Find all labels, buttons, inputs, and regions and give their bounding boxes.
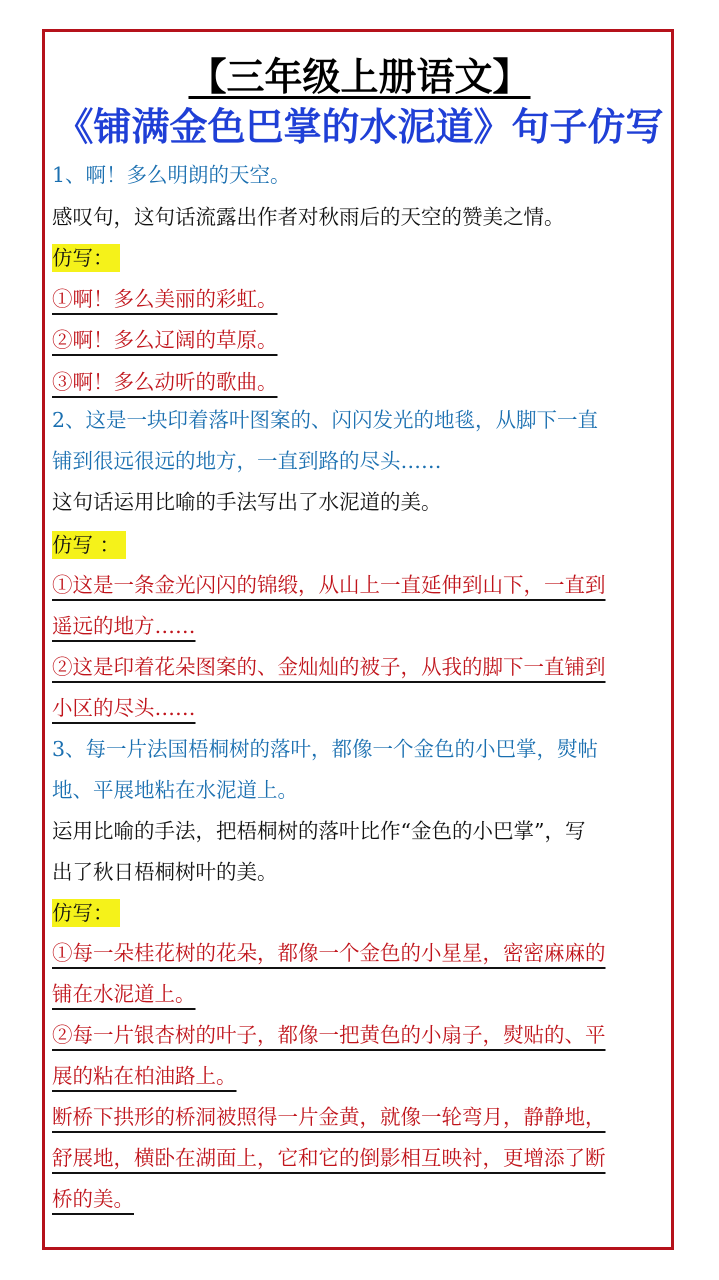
- section-1-example-3: ③啊！多么动听的歌曲。: [52, 370, 278, 394]
- section-1-explanation: 感叹句，这句话流露出作者对秋雨后的天空的赞美之情。: [52, 205, 565, 229]
- section-3-example-3-line-1: 断桥下拱形的桥洞被照得一片金黄，就像一轮弯月，静静地，: [52, 1105, 606, 1129]
- section-2-label: 仿写 ：: [52, 530, 126, 560]
- section-2-example-1-line-2: 遥远的地方……: [52, 614, 196, 638]
- section-3-example-3-line-2: 舒展地，横卧在湖面上，它和它的倒影相互映衬，更增添了断: [52, 1146, 606, 1170]
- section-3-example-3-line-3: 桥的美。: [52, 1187, 134, 1211]
- section-3-example-1-line-2: 铺在水泥道上。: [52, 982, 196, 1006]
- section-2-example-2-line-2: 小区的尽头……: [52, 696, 196, 720]
- section-1-sentence: 1、啊！多么明朗的天空。: [52, 163, 291, 187]
- section-2-explanation: 这句话运用比喻的手法写出了水泥道的美。: [52, 490, 442, 514]
- section-2-example-2-line-1: ②这是印着花朵图案的、金灿灿的被子，从我的脚下一直铺到: [52, 655, 606, 679]
- section-2-example-1-line-1: ①这是一条金光闪闪的锦缎，从山上一直延伸到山下，一直到: [52, 573, 606, 597]
- section-3-example-2-line-1: ②每一片银杏树的叶子，都像一把黄色的小扇子，熨贴的、平: [52, 1023, 606, 1047]
- section-3-example-1-line-1: ①每一朵桂花树的花朵，都像一个金色的小星星，密密麻麻的: [52, 941, 606, 965]
- page-title: 【三年级上册语文】: [188, 55, 531, 99]
- section-2-sentence-line-2: 铺到很远很远的地方，一直到路的尽头……: [52, 449, 442, 473]
- section-3-sentence-line-2: 地、平展地粘在水泥道上。: [52, 778, 298, 802]
- section-3-explanation-line-1: 运用比喻的手法，把梧桐树的落叶比作“金色的小巴掌”，写: [52, 819, 586, 843]
- section-3-label: 仿写：: [52, 898, 120, 928]
- section-1-example-2: ②啊！多么辽阔的草原。: [52, 328, 278, 352]
- section-1-label: 仿写：: [52, 243, 120, 273]
- section-3-explanation-line-2: 出了秋日梧桐树叶的美。: [52, 860, 278, 884]
- section-3-example-2-line-2: 展的粘在柏油路上。: [52, 1064, 237, 1088]
- page-subtitle: 《铺满金色巴掌的水泥道》句子仿写: [55, 105, 664, 149]
- section-3-sentence-line-1: 3、每一片法国梧桐树的落叶，都像一个金色的小巴掌，熨帖: [52, 737, 599, 761]
- section-2-sentence-line-1: 2、这是一块印着落叶图案的、闪闪发光的地毯，从脚下一直: [52, 408, 599, 432]
- section-1-example-1: ①啊！多么美丽的彩虹。: [52, 287, 278, 311]
